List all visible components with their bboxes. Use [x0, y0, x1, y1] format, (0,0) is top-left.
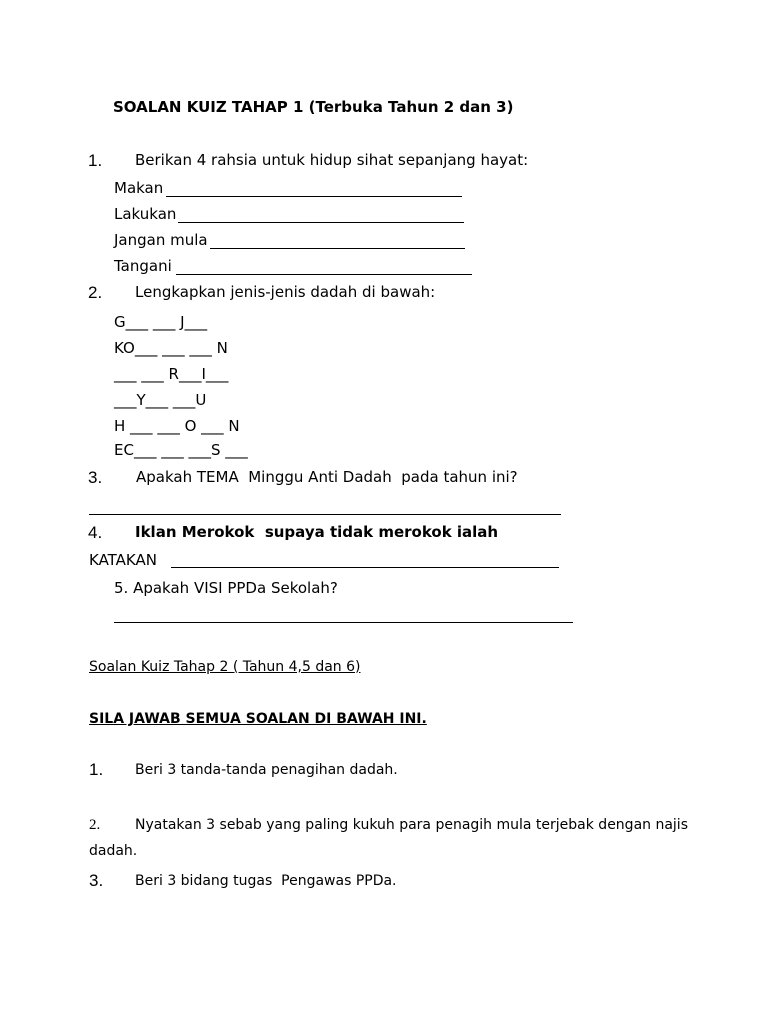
word-puzzle: ___ ___ R___I___	[114, 365, 229, 383]
instruction-heading: SILA JAWAB SEMUA SOALAN DI BAWAH INI.	[89, 711, 427, 727]
question-text: Beri 3 tanda-tanda penagihan dadah.	[135, 762, 398, 778]
quiz-level1-title: SOALAN KUIZ TAHAP 1 (Terbuka Tahun 2 dan 3)	[113, 98, 514, 116]
answer-line[interactable]	[89, 514, 561, 515]
answer-label: Lakukan	[114, 205, 177, 223]
word-puzzle: G___ ___ J___	[114, 313, 208, 331]
question-number: 3.	[89, 871, 104, 890]
question-text-continuation: dadah.	[89, 843, 138, 859]
question-text: Apakah TEMA Minggu Anti Dadah pada tahun ini?	[136, 468, 518, 486]
answer-prefix: KATAKAN	[89, 551, 157, 569]
question-text: 5. Apakah VISI PPDa Sekolah?	[114, 579, 338, 597]
question-number: 2.	[88, 283, 103, 302]
word-puzzle: KO___ ___ ___ N	[114, 339, 228, 357]
answer-label: Jangan mula	[114, 231, 208, 249]
question-number: 3.	[88, 468, 103, 487]
answer-line[interactable]	[176, 274, 472, 275]
quiz-level2-title: Soalan Kuiz Tahap 2 ( Tahun 4,5 dan 6)	[89, 659, 361, 675]
answer-line[interactable]	[166, 196, 462, 197]
answer-line[interactable]	[114, 622, 573, 623]
question-text: Lengkapkan jenis-jenis dadah di bawah:	[135, 283, 436, 301]
question-number: 1.	[89, 760, 104, 779]
question-text: Berikan 4 rahsia untuk hidup sihat sepanjang hayat:	[135, 151, 529, 169]
question-text: Beri 3 bidang tugas Pengawas PPDa.	[135, 873, 397, 889]
question-number: 4.	[88, 523, 103, 542]
word-puzzle: EC___ ___ ___S ___	[114, 441, 248, 459]
question-number: 2.	[89, 817, 101, 833]
question-number: 1.	[88, 151, 103, 170]
word-puzzle: ___Y___ ___U	[114, 391, 207, 409]
question-text: Nyatakan 3 sebab yang paling kukuh para penagih mula terjebak dengan najis	[135, 817, 688, 833]
answer-label: Tangani	[114, 257, 172, 275]
question-text: Iklan Merokok supaya tidak merokok ialah	[135, 523, 499, 541]
word-puzzle: H ___ ___ O ___ N	[114, 417, 240, 435]
answer-line[interactable]	[210, 248, 465, 249]
answer-label: Makan	[114, 179, 164, 197]
answer-line[interactable]	[178, 222, 464, 223]
answer-line[interactable]	[171, 567, 559, 568]
